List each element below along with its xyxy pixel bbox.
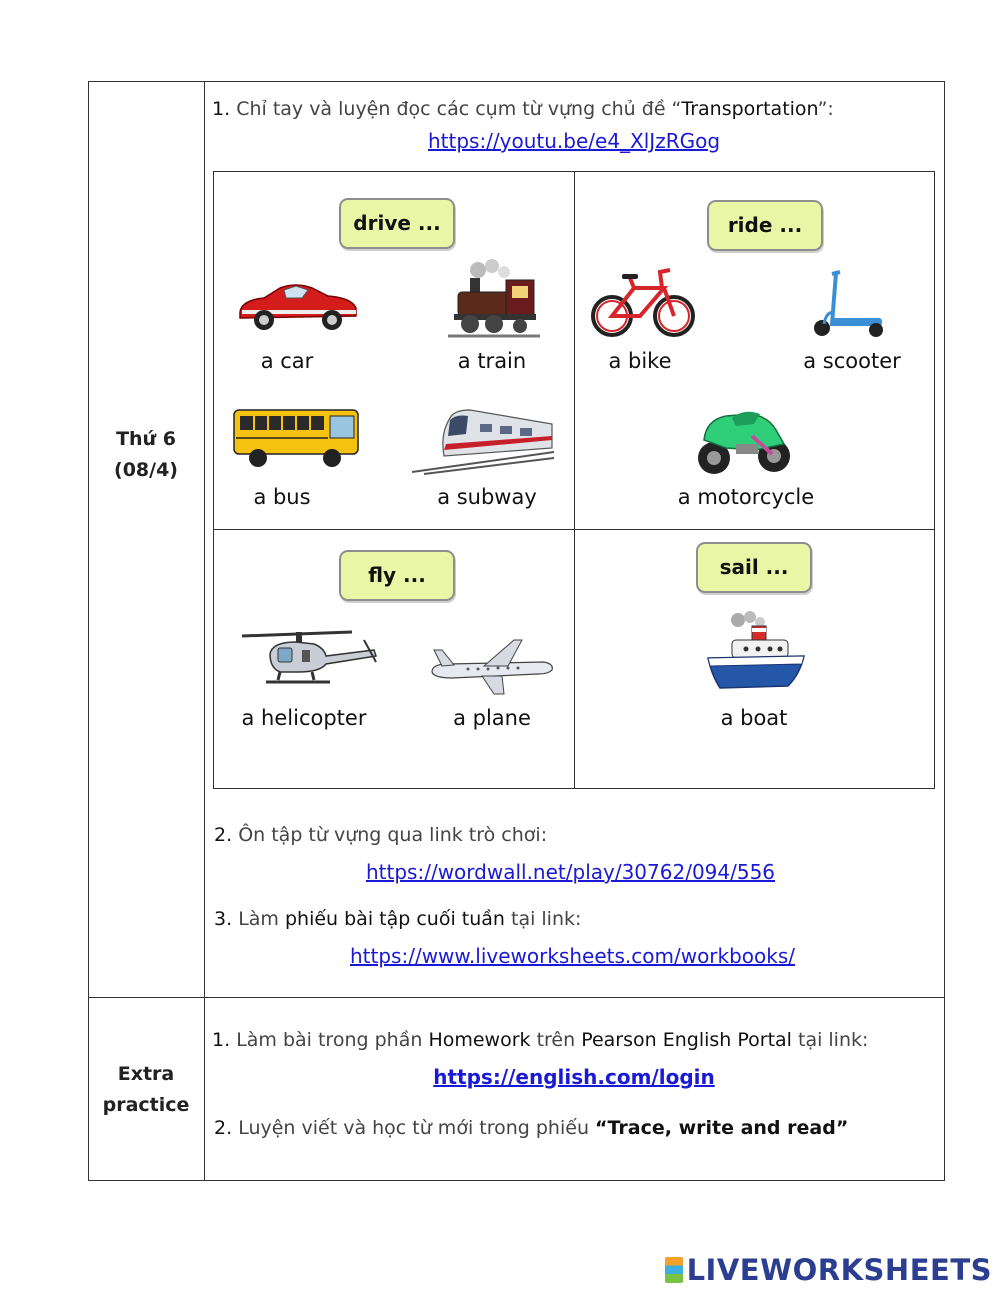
bike-icon — [590, 264, 696, 340]
train-icon — [448, 258, 540, 340]
liveworksheets-link[interactable]: https://www.liveworksheets.com/workbooks/ — [350, 944, 796, 968]
wordwall-link[interactable]: https://wordwall.net/play/30762/094/556 — [366, 860, 776, 884]
extra-instruction-2: 2. Luyện viết và học từ mới trong phiếu “Trace, write and read” — [214, 1117, 849, 1139]
row-label-friday: Thứ 6 (08/4) — [114, 428, 178, 481]
table-row-divider — [88, 997, 945, 998]
subway-icon — [410, 404, 556, 476]
label-a-boat: a boat — [720, 706, 788, 730]
verb-box-sail: sail ... — [696, 542, 812, 593]
label-a-scooter: a scooter — [803, 349, 901, 373]
verb-box-drive: drive ... — [339, 198, 455, 249]
motorcycle-icon — [696, 400, 792, 478]
label-a-bus: a bus — [253, 485, 311, 509]
youtube-link[interactable]: https://youtu.be/e4_XlJzRGog — [427, 129, 721, 153]
boat-icon — [704, 610, 808, 692]
pearson-login-link[interactable]: https://english.com/login — [433, 1065, 715, 1089]
plane-icon — [428, 638, 556, 696]
label-a-train: a train — [457, 349, 527, 373]
instruction-1: 1. Chỉ tay và luyện đọc các cụm từ vựng chủ đề “Transportation”: — [212, 98, 834, 120]
label-a-plane: a plane — [453, 706, 531, 730]
label-a-car: a car — [260, 349, 314, 373]
label-a-subway: a subway — [437, 485, 537, 509]
verb-box-ride: ride ... — [707, 200, 823, 251]
row-label-extra-practice: Extra practice — [102, 1063, 190, 1116]
instruction-3: 3. Làm phiếu bài tập cuối tuần tại link: — [214, 908, 582, 930]
car-icon — [236, 276, 360, 332]
vocab-grid-vdivider — [574, 171, 575, 789]
liveworksheets-logo: LIVEWORKSHEETS — [665, 1253, 992, 1287]
table-column-divider — [204, 81, 205, 1181]
bus-icon — [232, 406, 362, 470]
label-a-bike: a bike — [608, 349, 672, 373]
scooter-icon — [806, 268, 886, 340]
vocab-grid-hdivider — [213, 529, 935, 530]
extra-instruction-1: 1. Làm bài trong phần Homework trên Pearson English Portal tại link: — [212, 1029, 869, 1051]
label-a-helicopter: a helicopter — [241, 706, 367, 730]
label-a-motorcycle: a motorcycle — [677, 485, 815, 509]
verb-box-fly: fly ... — [339, 550, 455, 601]
helicopter-icon — [240, 628, 380, 690]
instruction-2: 2. Ôn tập từ vựng qua link trò chơi: — [214, 824, 548, 846]
logo-mark-icon — [665, 1257, 683, 1283]
